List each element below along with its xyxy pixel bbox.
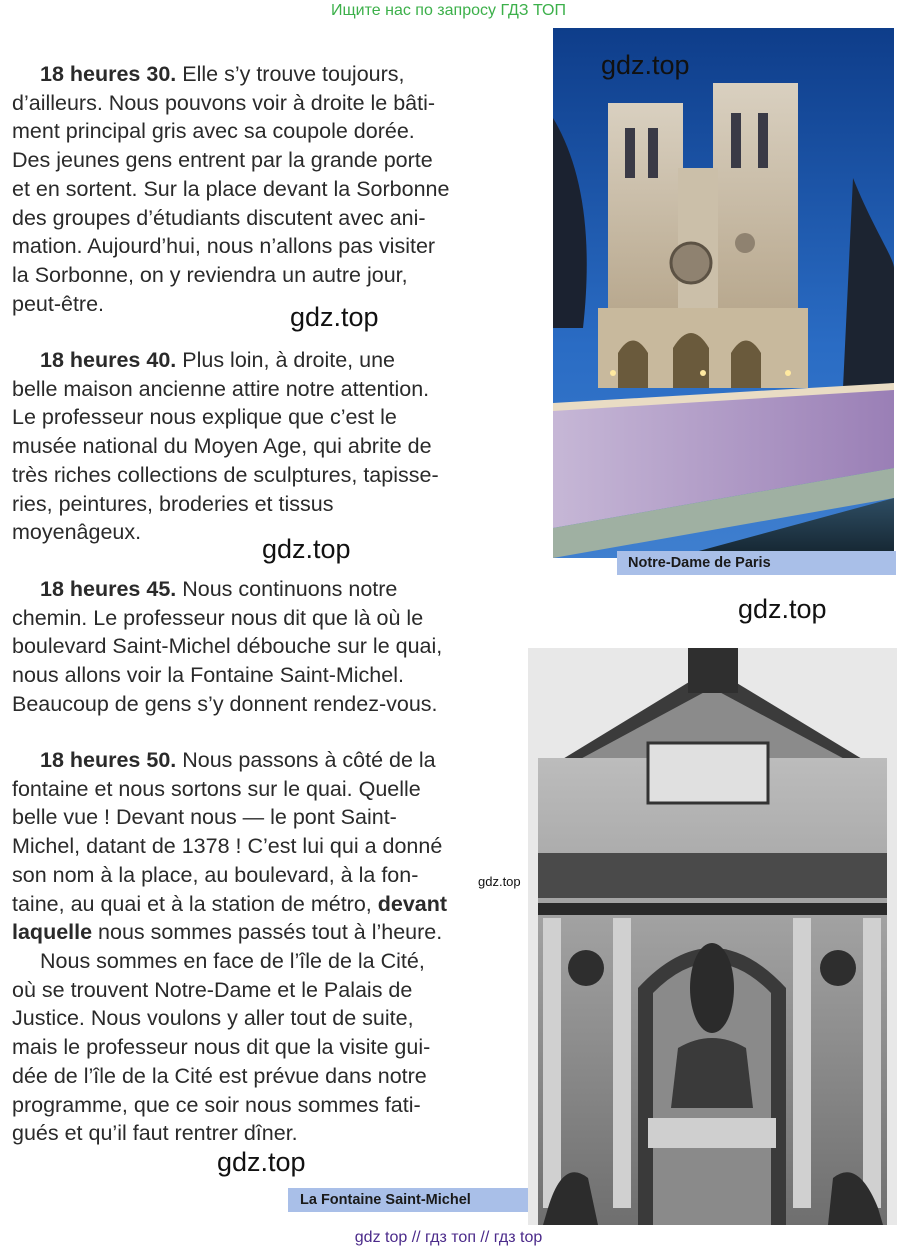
caption-notre-dame: Notre-Dame de Paris [617, 551, 896, 575]
watermark: gdz.top [290, 302, 379, 332]
bold-laquelle: laquelle [12, 920, 93, 945]
fontaine-saint-michel-photo [528, 648, 897, 1225]
watermark: gdz.top [262, 534, 351, 564]
time-18h50: 18 heures 50. [40, 748, 177, 772]
caption-fontaine: La Fontaine Saint-Michel [288, 1188, 528, 1212]
watermark: gdz.top [217, 1147, 306, 1177]
watermark: gdz.top [601, 50, 690, 80]
time-18h40: 18 heures 40. [40, 348, 177, 372]
time-18h30: 18 heures 30. [40, 62, 177, 86]
paragraph-18h45: 18 heures 45. Nous continuons notre chemin. Le professeur nous dit que là où le boulevard Saint-Michel débouche sur le quai, nous allons voir la Fontaine Saint-Michel. Beaucoup de gens s’y donnent rendez-vous. [12, 577, 443, 716]
paragraph-cite: Nous sommes en face de l’île de la Cité, où se trouvent Notre-Dame et le Palais de Justice. Nous voulons y aller tout de suite, mais le professeur nous dit que la visite gui- dée de l’île de la Cité est prévue dans notre programme, que ce soir nous sommes fati- gués et qu’il faut rentrer dîner. [12, 949, 431, 1146]
top-banner[interactable]: Ищите нас по запросу ГДЗ ТОП [331, 2, 566, 19]
bold-devant: devant [377, 891, 448, 916]
watermark-small: gdz.top [478, 874, 521, 889]
footer-links[interactable]: gdz top // гдз топ // гдз top [354, 1229, 543, 1246]
time-18h45: 18 heures 45. [40, 577, 177, 601]
paragraph-18h40: 18 heures 40. Plus loin, à droite, une belle maison ancienne attire notre attention. Le professeur nous explique que c’est le musée national du Moyen Age, qui abrite de très riches collections de sculptures, tapisse- ries, peintures, broderies et tissus moyenâgeux. [12, 348, 439, 545]
notre-dame-photo [553, 28, 894, 558]
watermark: gdz.top [738, 594, 827, 624]
paragraph-18h30: 18 heures 30. Elle s’y trouve toujours, d’ailleurs. Nous pouvons voir à droite le bâti- ment principal gris avec sa coupole dorée. Des jeunes gens entrent par la grande porte et en sortent. Sur la place devant la Sorbonne des groupes d’étudiants discutent avec ani- mation. Aujourd’hui, nous n’allons pas visiter la Sorbonne, on y reviendra un autre jour, peut-être. [12, 62, 450, 316]
paragraph-18h50: 18 heures 50. Nous passons à côté de la fontaine et nous sortons sur le quai. Quelle belle vue ! Devant nous — le pont Saint- Michel, datant de 1378 ! C’est lui qui a donné son nom à la place, au boulevard, à la fon- taine, au quai et à la station de métro, devant laquelle nous sommes passés tout à l’heure. [12, 748, 448, 945]
